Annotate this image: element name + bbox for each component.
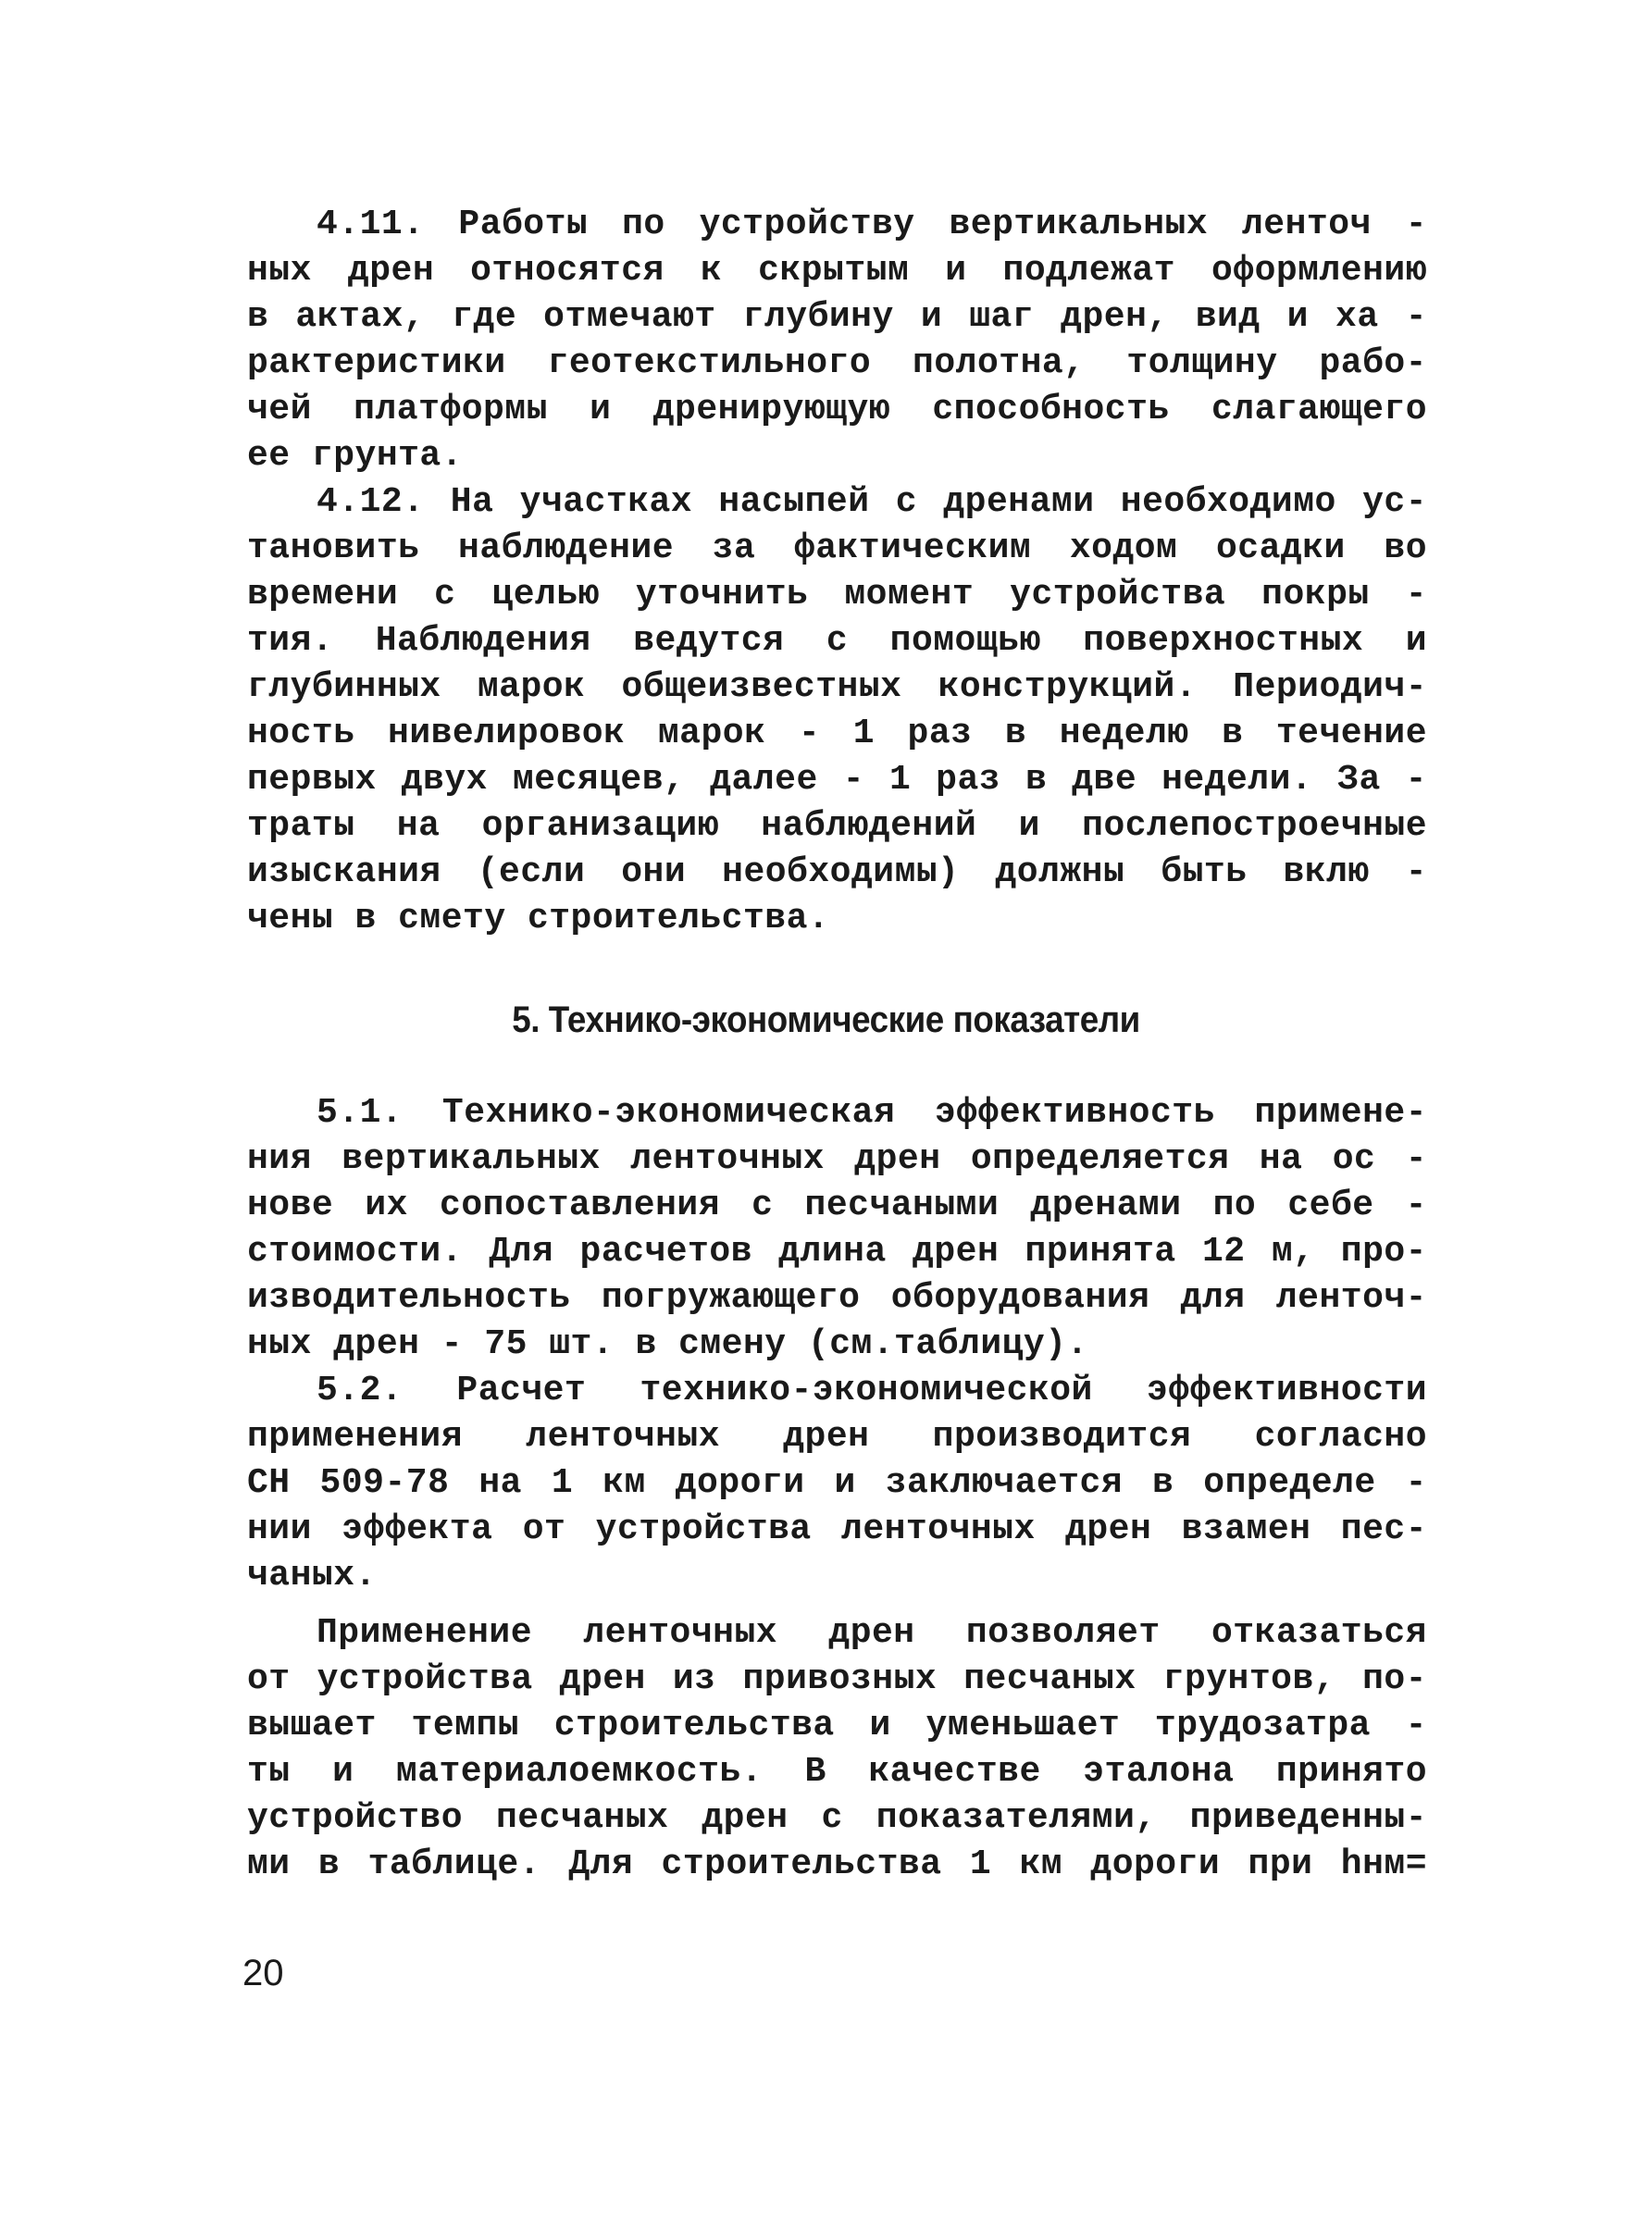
- text-line: изводительность погружающего оборудования для ленточ-: [247, 1278, 1427, 1318]
- text-line: нии эффекта от устройства ленточных дрен взамен пес-: [247, 1509, 1427, 1549]
- text-line: 4.12. На участках насыпей с дренами необходимо ус-: [317, 482, 1427, 522]
- paragraph-5-2: [247, 1368, 1427, 1599]
- text-line: устройство песчаных дрен с показателями, приведенны-: [247, 1798, 1427, 1838]
- text-line: ее грунта.: [247, 436, 464, 476]
- text-line: стоимости. Для расчетов длина дрен принята 12 м, про-: [247, 1232, 1427, 1272]
- text-line: изыскания (если они необходимы) должны быть вклю -: [247, 852, 1427, 892]
- text-line: Применение ленточных дрен позволяет отказаться: [317, 1613, 1427, 1653]
- text-line: чей платформы и дренирующую способность слагающего: [247, 390, 1427, 429]
- paragraph-application: [247, 1610, 1427, 1888]
- text-line: ность нивелировок марок - 1 раз в неделю в течение: [247, 714, 1427, 753]
- text-line: первых двух месяцев, далее - 1 раз в две недели. За -: [247, 760, 1427, 800]
- text-line: ми в таблице. Для строительства 1 км дороги при hнм=: [247, 1844, 1427, 1884]
- text-line: ты и материалоемкость. В качестве эталона принято: [247, 1752, 1427, 1792]
- text-line: применения ленточных дрен производится согласно: [247, 1417, 1427, 1457]
- text-line: вышает темпы строительства и уменьшает трудозатра -: [247, 1706, 1427, 1745]
- section-heading: 5. Технико-экономические показатели: [512, 1000, 1140, 1040]
- text-line: 5.1. Технико-экономическая эффективность примене-: [317, 1093, 1427, 1133]
- text-line: 4.11. Работы по устройству вертикальных ленточ -: [317, 205, 1427, 244]
- text-line: нове их сопоставления с песчаными дренами по себе -: [247, 1186, 1427, 1225]
- text-line: траты на организацию наблюдений и послепостроечные: [247, 806, 1427, 846]
- paragraph-4-11: [247, 202, 1427, 479]
- text-line: ния вертикальных ленточных дрен определяется на ос -: [247, 1139, 1427, 1179]
- paragraph-5-1: [247, 1090, 1427, 1368]
- text-line: ных дрен - 75 шт. в смену (см.таблицу).: [247, 1324, 1088, 1364]
- text-line: СН 509-78 на 1 км дороги и заключается в определе -: [247, 1463, 1427, 1503]
- paragraph-4-12: [247, 479, 1427, 942]
- text-line: ных дрен относятся к скрытым и подлежат оформлению: [247, 251, 1427, 291]
- text-line: 5.2. Расчет технико-экономической эффективности: [317, 1371, 1427, 1410]
- text-line: тановить наблюдение за фактическим ходом осадки во: [247, 528, 1427, 568]
- text-line: в актах, где отмечают глубину и шаг дрен, вид и ха -: [247, 297, 1427, 337]
- text-line: чены в смету строительства.: [247, 899, 830, 938]
- text-line: тия. Наблюдения ведутся с помощью поверхностных и: [247, 621, 1427, 661]
- text-line: времени с целью уточнить момент устройства покры -: [247, 575, 1427, 615]
- text-line: глубинных марок общеизвестных конструкций. Периодич-: [247, 667, 1427, 707]
- text-line: чаных.: [247, 1556, 377, 1596]
- page-number: 20: [242, 1953, 284, 1993]
- text-line: от устройства дрен из привозных песчаных грунтов, по-: [247, 1659, 1427, 1699]
- text-line: рактеристики геотекстильного полотна, толщину рабо-: [247, 343, 1427, 383]
